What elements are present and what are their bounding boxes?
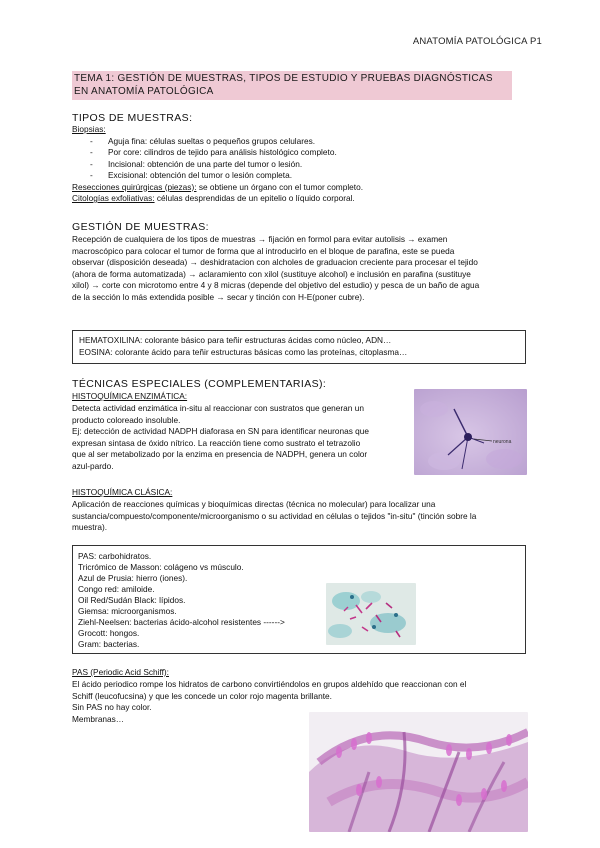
- resecciones-text: se obtiene un órgano con el tumor completo.: [196, 181, 364, 192]
- pas-micrograph: [309, 712, 528, 832]
- neuron-label: neurona: [493, 439, 512, 445]
- stain-item: Ziehl-Neelsen: bacterias ácido-alcohol resistentes ------>: [78, 617, 285, 627]
- pas-label: PAS (Periodic Acid Schiff):: [72, 667, 169, 677]
- gestion-line: Recepción de cualquiera de los tipos de muestras → fijación en formol para evitar autolisis → examen: [72, 234, 448, 244]
- enzimatica-line: Detecta actividad enzimática in-situ al reaccionar con sustratos que generan un: [72, 403, 364, 413]
- clasica-line: Aplicación de reacciones químicas y bioquímicas directas (técnica no molecular) para localizar una: [72, 499, 436, 509]
- enzimatica-line: producto coloreado insoluble.: [72, 414, 181, 425]
- enzimatica-line: expresan sintasa de óxido nítrico. La reacción tiene como sustrato el tetrazolio: [72, 437, 361, 448]
- hematoxilina-line: HEMATOXILINA: colorante básico para teñir estructuras ácidas como núcleo, ADN…: [79, 335, 392, 345]
- list-item: - Excisional: obtención del tumor o lesión completa.: [90, 170, 522, 182]
- citologias-text: células desprendidas de un epitelio o líquido corporal.: [154, 193, 355, 203]
- stains-list: [78, 551, 285, 650]
- gestion-line: (ahora de forma automatizada) → aclaramiento con xilol (sustituye alcohol) e inclusión en parafina (sustituye: [72, 268, 471, 279]
- pas-line: Membranas…: [72, 713, 125, 724]
- stains-box: [72, 545, 526, 654]
- gestion-line: macroscópico para colocar el tumor de forma que al introducirlo en el bloque de parafina, este se pueda: [72, 245, 455, 256]
- stain-item: Oil Red/Sudán Black: lípidos.: [78, 595, 186, 605]
- page-header: ANATOMÍA PATOLÓGICA P1: [412, 36, 542, 47]
- list-item: - Incisional: obtención de una parte del tumor o lesión.: [90, 159, 522, 171]
- ziehl-neelsen-svg: [326, 583, 416, 645]
- biopsias-list: [90, 136, 522, 182]
- citologias-line: [72, 193, 522, 205]
- pas-line: El ácido periodico rompe los hidratos de carbono convirtiéndolos en grupos aldehído que reaccionan con el: [72, 679, 467, 689]
- biopsias-label: Biopsias:: [72, 124, 106, 134]
- enzimatica-paragraph: [72, 403, 412, 472]
- clasica-line: muestra).: [72, 522, 108, 532]
- stain-item: Azul de Prusia: hierro (iones).: [78, 573, 188, 583]
- clasica-paragraph: [72, 499, 532, 534]
- pas-micrograph-svg: [309, 712, 528, 832]
- stain-item: Tricrómico de Masson: colágeno vs músculo.: [78, 562, 244, 572]
- enzimatica-line: que al ser metabolizado por la enzima en presencia de NADPH, genera un color: [72, 449, 368, 459]
- stain-item: Congo red: amiloide.: [78, 584, 155, 594]
- stain-item: Grocott: hongos.: [78, 628, 140, 638]
- resecciones-line: [72, 182, 522, 194]
- citologias-label: Citologías exfoliativas:: [72, 193, 155, 203]
- clasica-line: sustancia/compuesto/componente/microorganismo o su actividad en células o tejidos "in-situ" (tinción sobre la: [72, 510, 477, 521]
- gestion-line: observar (disposición deseada) → deshidratacion con alcholes de graduacion creciente para procesar el tejido: [72, 257, 478, 267]
- neuron-micrograph-svg: [414, 389, 527, 475]
- pas-line: Sin PAS no hay color.: [72, 702, 152, 712]
- neuron-micrograph: [414, 389, 527, 475]
- clasica-label: HISTOQUÍMICA CLÁSICA:: [72, 487, 173, 497]
- pas-line: Schiff (leucofucsina) y que les concede un color rojo magenta brillante.: [72, 690, 332, 701]
- stain-item: Gram: bacterias.: [78, 639, 140, 649]
- gestion-line: de la sección lo más extendida posible → secar y tinción con H-E(poner cubre).: [72, 291, 365, 302]
- tipos-heading: TIPOS DE MUESTRAS:: [72, 112, 193, 124]
- gestion-line: xilol) → corte con microtomo entre 4 y 8 micras (depende del objetivo del estudio) y pesca de un baño de agua: [72, 280, 480, 290]
- enzimatica-line: azul-pardo.: [72, 460, 114, 471]
- stain-item: Giemsa: microorganismos.: [78, 606, 177, 616]
- tecnicas-heading: TÉCNICAS ESPECIALES (COMPLEMENTARIAS):: [72, 378, 327, 390]
- document-title: TEMA 1: GESTIÓN DE MUESTRAS, TIPOS DE ESTUDIO Y PRUEBAS DIAGNÓSTICAS EN ANATOMÍA PATOLÓGICA: [72, 71, 512, 100]
- eosina-line: EOSINA: colorante ácido para teñir estructuras básicas como las proteínas, citoplasma…: [79, 346, 408, 357]
- resecciones-label: Resecciones quirúrgicas (piezas):: [72, 181, 197, 192]
- tipos-section: [72, 124, 522, 205]
- hematoxilina-eosina-box: [72, 330, 526, 364]
- gestion-paragraph: [72, 234, 534, 303]
- enzimatica-line: Ej: detección de actividad NADPH diaforasa en SN para identificar neuronas que: [72, 426, 370, 436]
- enzimatica-label: HISTOQUÍMICA ENZIMÁTICA:: [72, 391, 188, 401]
- stain-item: PAS: carbohidratos.: [78, 551, 152, 561]
- ziehl-neelsen-micrograph: [326, 583, 416, 645]
- gestion-heading: GESTIÓN DE MUESTRAS:: [72, 221, 209, 233]
- list-item: - Aguja fina: células sueltas o pequeños grupos celulares.: [90, 136, 522, 148]
- list-item: - Por core: cilindros de tejido para análisis histológico completo.: [90, 147, 522, 159]
